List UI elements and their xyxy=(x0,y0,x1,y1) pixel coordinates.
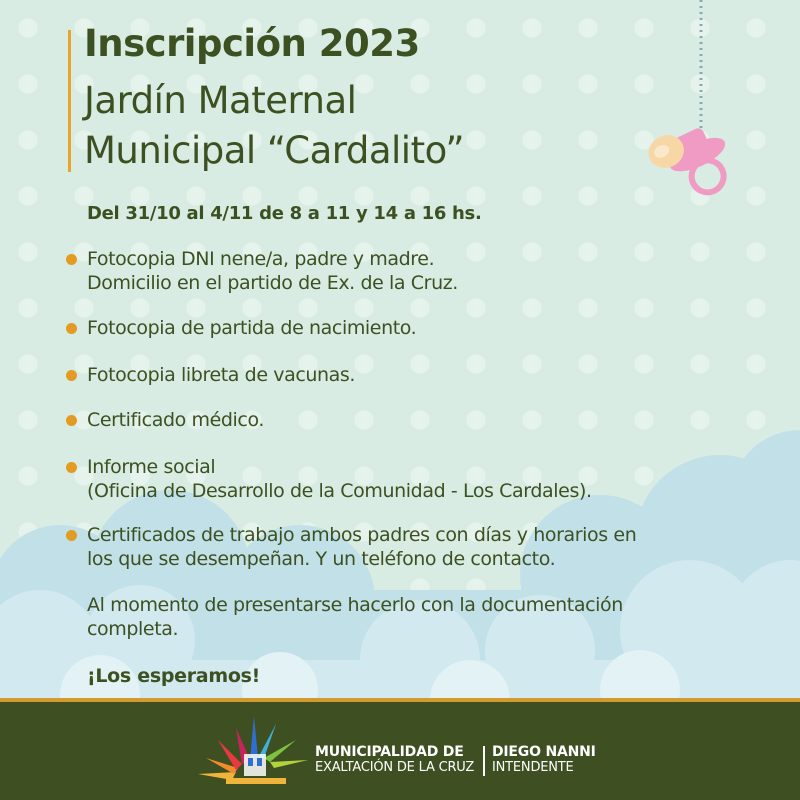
page-title: Inscripción 2023 xyxy=(84,22,420,65)
registration-dates: Del 31/10 al 4/11 de 8 a 11 y 14 a 16 hs. xyxy=(87,203,482,224)
note-line1: Al momento de presentarse hacerlo con la documentación xyxy=(87,594,623,616)
subtitle-line2: Municipal “Cardalito” xyxy=(84,129,465,172)
note-line2: completa. xyxy=(87,618,179,640)
mayor-name: DIEGO NANNI xyxy=(492,744,596,760)
footer-separator xyxy=(483,746,485,776)
list-item-text: (Oficina de Desarrollo de la Comunidad - Los Cardales). xyxy=(87,480,592,502)
list-item-text: Certificados de trabajo ambos padres con días y horarios en xyxy=(87,524,637,546)
municipality-place: EXALTACIÓN DE LA CRUZ xyxy=(315,760,475,775)
municipality-logo-icon xyxy=(196,714,311,788)
pacifier-icon xyxy=(645,0,735,210)
list-item-text: Fotocopia de partida de nacimiento. xyxy=(87,317,417,339)
list-item-text: los que se desempeñan. Y un teléfono de contacto. xyxy=(87,548,556,570)
footer xyxy=(0,702,800,800)
bullet-icon xyxy=(66,254,77,265)
closing-message: ¡Los esperamos! xyxy=(87,665,260,687)
subtitle-line1: Jardín Maternal xyxy=(84,79,357,122)
bullet-icon xyxy=(66,370,77,381)
list-item-text: Certificado médico. xyxy=(87,409,264,431)
title-accent-line xyxy=(68,30,71,172)
list-item-text: Domicilio en el partido de Ex. de la Cruz. xyxy=(87,272,458,294)
bullet-icon xyxy=(66,530,77,541)
list-item-text: Informe social xyxy=(87,456,216,478)
list-item-text: Fotocopia libreta de vacunas. xyxy=(87,364,356,386)
bullet-icon xyxy=(66,323,77,334)
list-item-text: Fotocopia DNI nene/a, padre y madre. xyxy=(87,248,435,270)
bullet-icon xyxy=(66,415,77,426)
municipality-name: MUNICIPALIDAD DE xyxy=(315,744,464,760)
bullet-icon xyxy=(66,462,77,473)
mayor-title: INTENDENTE xyxy=(492,760,574,775)
